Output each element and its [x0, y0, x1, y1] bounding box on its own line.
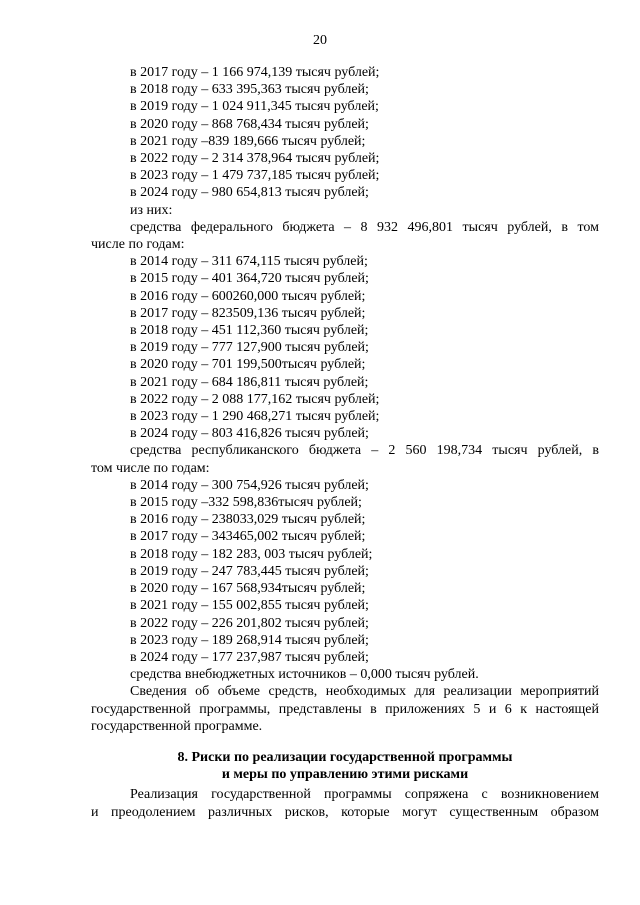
list-item: в 2017 году – 343465,002 тысяч рублей; — [130, 529, 366, 545]
list-item: в 2019 году – 247 783,445 тысяч рублей; — [130, 563, 369, 579]
risks-paragraph — [91, 786, 599, 820]
of-them-label: из них: — [130, 202, 173, 218]
federal-budget-block — [91, 219, 599, 443]
list-item: в 2018 году – 633 395,363 тысяч рублей; — [130, 82, 369, 98]
list-item: в 2021 году –839 189,666 тысяч рублей; — [130, 133, 366, 149]
list-item: в 2017 году – 1 166 974,139 тысяч рублей; — [130, 65, 380, 80]
list-item: в 2022 году – 2 088 177,162 тысяч рублей; — [130, 391, 380, 407]
list-item: в 2020 году – 167 568,934тысяч рублей; — [130, 581, 366, 597]
list-item: в 2022 году – 2 314 378,964 тысяч рублей; — [130, 151, 380, 167]
paragraph-line: Сведения об объеме средств, необходимых для реализации мероприятий — [130, 684, 599, 700]
list-item: в 2024 году – 177 237,987 тысяч рублей; — [130, 649, 369, 665]
list-item: в 2017 году – 823509,136 тысяч рублей; — [130, 305, 366, 321]
paragraph-line: государственной программы, представлены в приложениях 5 и 6 к настоящей — [91, 701, 599, 717]
list-item: в 2018 году – 182 283, 003 тысяч рублей; — [130, 546, 373, 562]
list-item: в 2019 году – 777 127,900 тысяч рублей; — [130, 340, 369, 356]
info-paragraph — [91, 683, 599, 735]
list-item: в 2021 году – 684 186,811 тысяч рублей; — [130, 374, 369, 390]
paragraph-line: государственной программе. — [91, 718, 263, 734]
list-item: в 2016 году – 600260,000 тысяч рублей; — [130, 288, 366, 304]
spacer — [91, 735, 599, 749]
list-item: в 2014 году – 300 754,926 тысяч рублей; — [130, 477, 369, 493]
list-item: в 2015 году – 401 364,720 тысяч рублей; — [130, 271, 369, 287]
list-item: в 2016 году – 238033,029 тысяч рублей; — [130, 512, 366, 528]
list-item: в 2022 году – 226 201,802 тысяч рублей; — [130, 615, 369, 631]
republican-intro: средства республиканского бюджета – 2 560 198,734 тысяч рублей, в — [130, 443, 599, 459]
list-item: в 2015 году –332 598,836тысяч рублей; — [130, 495, 362, 511]
list-item: в 2023 году – 1 290 468,271 тысяч рублей; — [130, 409, 380, 425]
list-item: в 2023 году – 189 268,914 тысяч рублей; — [130, 632, 369, 648]
section-title: 8. Риски по реализации государственной программы — [177, 749, 513, 765]
republican-intro-cont: том числе по годам: — [91, 460, 210, 476]
list-item: в 2018 году – 451 112,360 тысяч рублей; — [130, 323, 369, 339]
section-subtitle: и меры по управлению этими рисками — [221, 767, 469, 783]
page-number: 20 — [313, 33, 327, 48]
list-item: в 2024 году – 980 654,813 тысяч рублей; — [130, 185, 369, 201]
total-by-year-list — [91, 64, 599, 202]
section-heading — [91, 749, 599, 783]
republican-budget-block — [91, 442, 599, 666]
federal-intro-cont: числе по годам: — [91, 237, 185, 253]
list-item: в 2020 году – 868 768,434 тысяч рублей; — [130, 116, 369, 132]
paragraph-line: Реализация государственной программы сопряжена с возникновением — [130, 787, 599, 803]
extrabudgetary-line: средства внебюджетных источников – 0,000 тысяч рублей. — [130, 667, 479, 683]
list-item: в 2023 году – 1 479 737,185 тысяч рублей; — [130, 168, 380, 184]
paragraph-line: и преодолением различных рисков, которые могут существенным образом — [91, 804, 599, 820]
list-item: в 2024 году – 803 416,826 тысяч рублей; — [130, 426, 369, 442]
list-item: в 2014 году – 311 674,115 тысяч рублей; — [130, 254, 368, 270]
list-item: в 2021 году – 155 002,855 тысяч рублей; — [130, 598, 369, 614]
federal-intro: средства федерального бюджета – 8 932 496,801 тысяч рублей, в том — [130, 219, 599, 235]
document-body — [91, 64, 599, 821]
list-item: в 2019 году – 1 024 911,345 тысяч рублей; — [130, 99, 379, 115]
list-item: в 2020 году – 701 199,500тысяч рублей; — [130, 357, 366, 373]
